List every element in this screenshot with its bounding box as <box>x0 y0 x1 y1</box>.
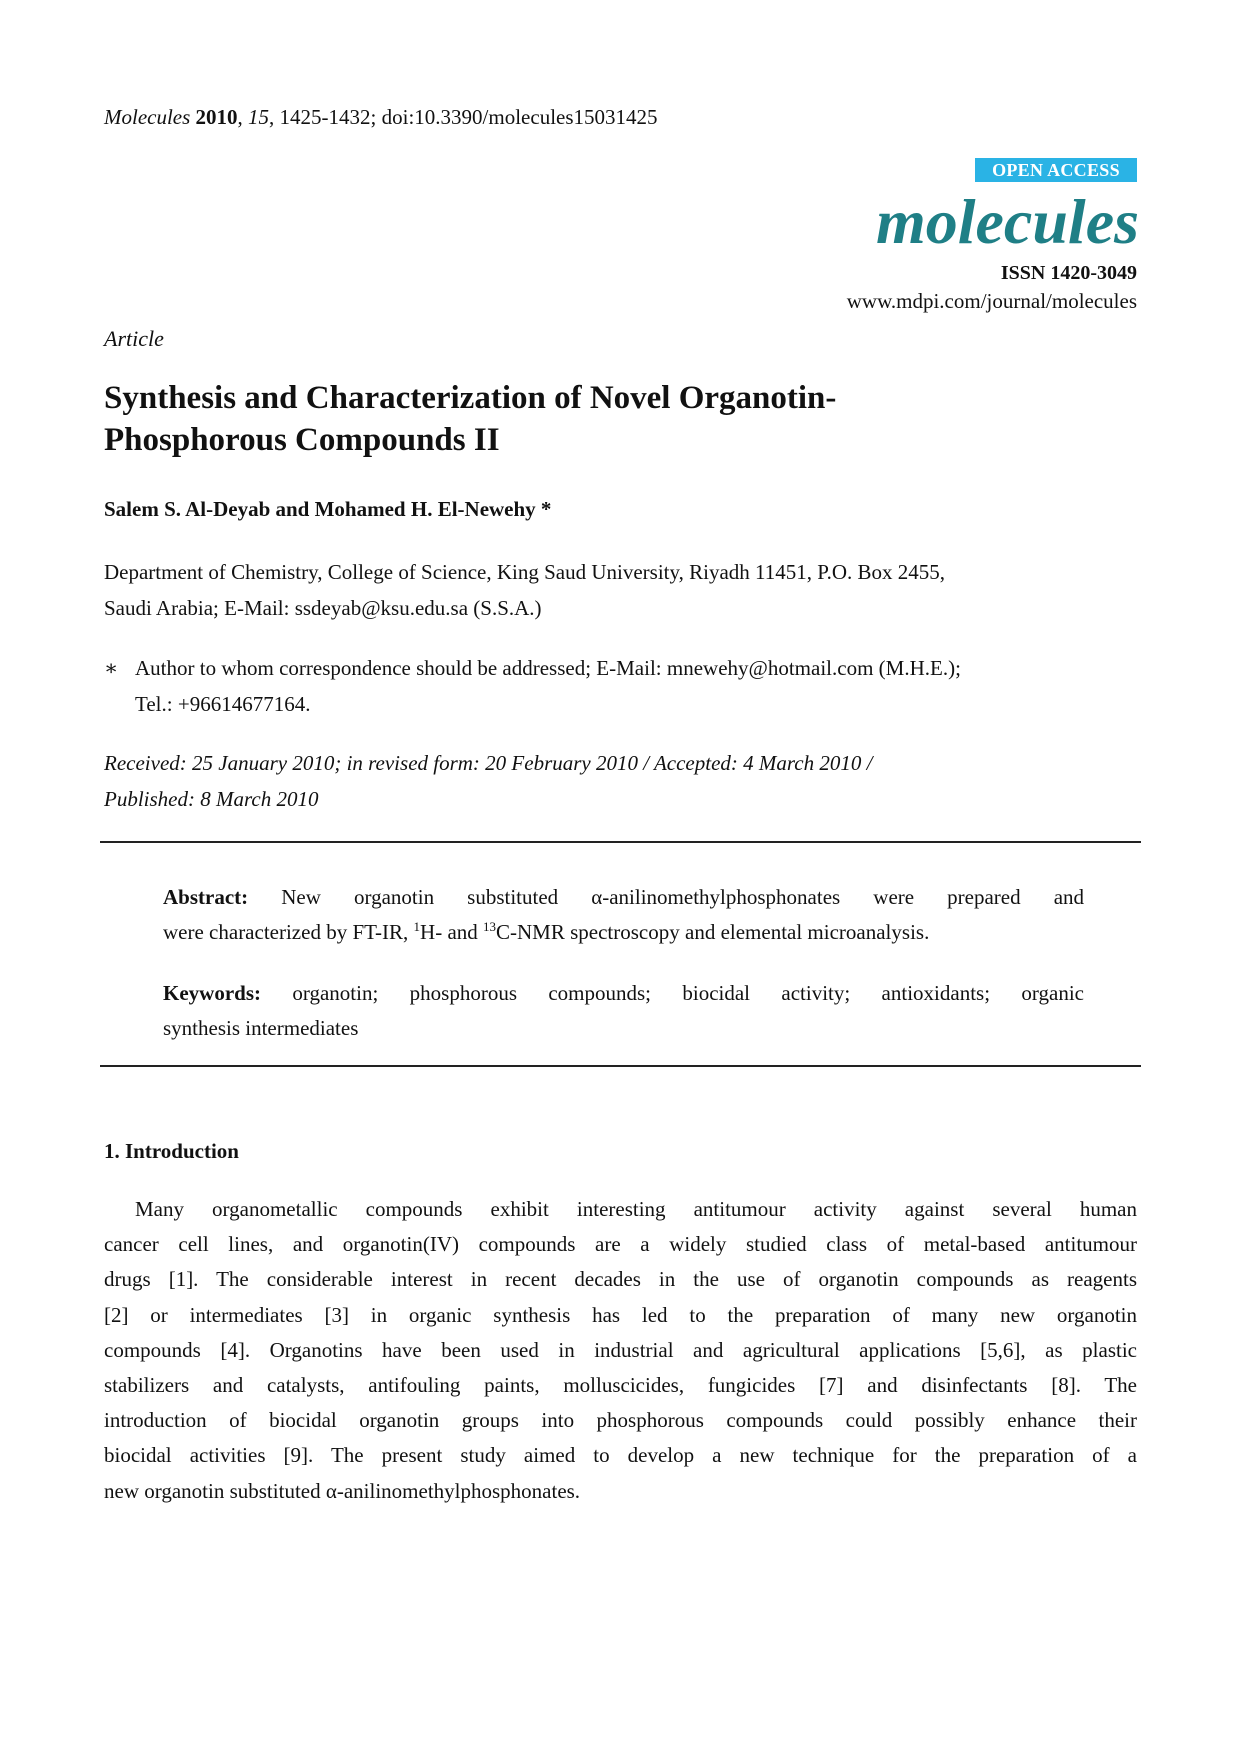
paragraph-line: compounds [4]. Organotins have been used in industrial and agricultural applications [5,6], as plastic <box>104 1337 1137 1362</box>
paragraph-line: stabilizers and catalysts, antifouling paints, molluscicides, fungicides [7] and disinfectants [8]. The <box>104 1373 1137 1398</box>
keywords-line: synthesis intermediates <box>163 1016 359 1040</box>
introduction-paragraph <box>104 1192 1137 1509</box>
article-title-line: Phosphorous Compounds II <box>104 422 500 458</box>
correspondence-note <box>104 650 1144 722</box>
article-type: Article <box>104 326 164 351</box>
publication-dates <box>104 745 1144 817</box>
article-title <box>104 377 1104 461</box>
keywords-text: organotin; phosphorous compounds; biocidal activity; antioxidants; organic <box>292 981 1084 1005</box>
abstract-text: H- and <box>420 920 484 944</box>
affiliation-line: Department of Chemistry, College of Science, King Saud University, Riyadh 11451, P.O. Box 2455, <box>104 560 946 584</box>
paragraph-line: biocidal activities [9]. The present study aimed to develop a new technique for the preparation of a <box>104 1443 1137 1468</box>
authors: Salem S. Al-Deyab and Mohamed H. El-Newehy * <box>104 497 552 521</box>
correspondence-line: Tel.: +96614677164. <box>135 692 311 716</box>
citation-journal: Molecules <box>104 105 191 129</box>
citation-rest: , 1425-1432; doi:10.3390/molecules15031425 <box>269 105 658 129</box>
abstract-line <box>163 915 1084 950</box>
abstract <box>163 880 1084 950</box>
paragraph-line: Many organometallic compounds exhibit interesting antitumour activity against several human <box>135 1197 1137 1221</box>
abstract-text: were characterized by FT-IR, <box>163 920 414 944</box>
affiliation <box>104 554 1144 626</box>
abstract-line <box>163 880 1084 915</box>
journal-url[interactable]: www.mdpi.com/journal/molecules <box>846 289 1137 313</box>
paragraph-line: drugs [1]. The considerable interest in recent decades in the use of organotin compounds as reagents <box>104 1267 1137 1292</box>
paragraph-line: new organotin substituted α-anilinomethylphosphonates. <box>104 1478 581 1503</box>
correspondence-mark: ∗ <box>104 656 119 680</box>
abstract-text: C-NMR spectroscopy and elemental microanalysis. <box>496 920 930 944</box>
divider-bottom <box>100 1065 1141 1067</box>
keywords-label: Keywords: <box>163 981 261 1005</box>
keywords-line <box>163 976 1084 1011</box>
correspondence-line: Author to whom correspondence should be addressed; E-Mail: mnewehy@hotmail.com (M.H.E.); <box>135 656 961 680</box>
dates-line: Received: 25 January 2010; in revised form: 20 February 2010 / Accepted: 4 March 2010 / <box>104 751 873 775</box>
superscript: 13 <box>483 919 497 934</box>
journal-logo-text: molecules <box>875 186 1139 257</box>
paragraph-line: introduction of biocidal organotin groups into phosphorous compounds could possibly enhance their <box>104 1408 1137 1433</box>
divider-top <box>100 841 1141 843</box>
open-access-badge: OPEN ACCESS <box>975 158 1137 182</box>
affiliation-line: Saudi Arabia; E-Mail: ssdeyab@ksu.edu.sa (S.S.A.) <box>104 596 542 620</box>
citation-year: 2010 <box>195 105 238 129</box>
citation-line: Molecules 2010, 15, 1425-1432; doi:10.3390/molecules15031425 <box>104 105 658 129</box>
citation-volume: 15 <box>248 105 270 129</box>
article-title-line: Synthesis and Characterization of Novel Organotin- <box>104 380 837 416</box>
issn: ISSN 1420-3049 <box>1000 262 1137 284</box>
keywords <box>163 976 1084 1046</box>
section-heading: 1. Introduction <box>104 1139 239 1163</box>
abstract-label: Abstract: <box>163 885 249 909</box>
superscript: 1 <box>413 919 421 934</box>
dates-line: Published: 8 March 2010 <box>104 787 319 811</box>
paragraph-line: [2] or intermediates [3] in organic synthesis has led to the preparation of many new organotin <box>104 1302 1137 1327</box>
paragraph-line: cancer cell lines, and organotin(IV) compounds are a widely studied class of metal-based antitumour <box>104 1232 1137 1257</box>
abstract-text: New organotin substituted α-anilinomethylphosphonates were prepared and <box>281 885 1085 909</box>
